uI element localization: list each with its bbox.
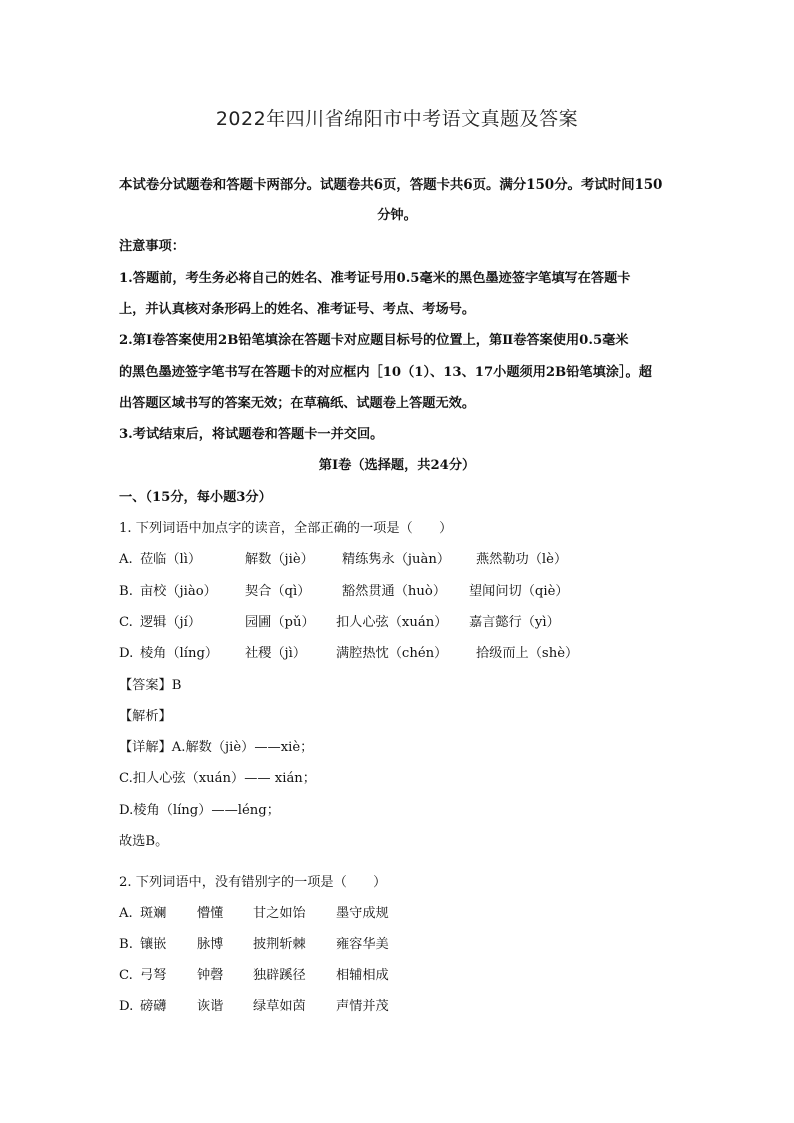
option-word: 磅礴 bbox=[140, 999, 167, 1014]
option-word: 燕然勒功（lè） bbox=[476, 552, 568, 567]
option-word: 镶嵌 bbox=[140, 937, 167, 952]
option-word: 声情并茂 bbox=[336, 999, 389, 1014]
option-label: B. bbox=[119, 937, 133, 952]
notice-heading: 注意事项： bbox=[119, 239, 185, 254]
option-word: 满腔热忱（chén） bbox=[336, 646, 448, 661]
page-title: 2022年四川省绵阳市中考语文真题及答案 bbox=[215, 108, 579, 130]
answer: 【答案】B bbox=[119, 678, 182, 693]
option-label: C. bbox=[119, 968, 133, 983]
option-word: 绿草如茵 bbox=[253, 999, 306, 1014]
option-label: D. bbox=[119, 999, 134, 1014]
option-word: 相辅相成 bbox=[336, 968, 389, 983]
intro-line-2: 分钟。 bbox=[377, 208, 417, 223]
option-word: 甘之如饴 bbox=[253, 906, 306, 921]
analysis-detail-2: C.扣人心弦（xuán）—— xián； bbox=[119, 771, 316, 786]
option-label: D. bbox=[119, 646, 134, 661]
option-word: 莅临（lì） bbox=[140, 552, 202, 567]
question-1-stem: 1. 下列词语中加点字的读音，全部正确的一项是（ ） bbox=[119, 521, 453, 536]
intro-line-1: 本试卷分试题卷和答题卡两部分。试题卷共6页，答题卡共6页。满分150分。考试时间150 bbox=[119, 177, 663, 193]
option-label: B. bbox=[119, 584, 133, 599]
option-word: 脉博 bbox=[197, 937, 224, 952]
option-word: 墨守成规 bbox=[336, 906, 389, 921]
option-word: 契合（qì） bbox=[245, 584, 311, 599]
notice-item-3: 3.考试结束后，将试题卷和答题卡一并交回。 bbox=[119, 427, 384, 442]
analysis-conclusion: 故选B。 bbox=[119, 834, 169, 849]
option-word: 园圃（pǔ） bbox=[245, 615, 315, 630]
option-word: 独辟蹊径 bbox=[253, 968, 306, 983]
part-heading: 一、（15分，每小题3分） bbox=[119, 490, 272, 505]
option-word: 望闻问切（qiè） bbox=[469, 584, 569, 599]
option-word: 诙谐 bbox=[197, 999, 224, 1014]
option-word: 弓弩 bbox=[140, 968, 167, 983]
option-word: 解数（jiè） bbox=[245, 552, 314, 567]
notice-item-2-line-1: 2.第Ⅰ卷答案使用2B铅笔填涂在答题卡对应题目标号的位置上，第Ⅱ卷答案使用0.5毫米 bbox=[119, 333, 629, 348]
notice-item-1-line-1: 1.答题前，考生务必将自己的姓名、准考证号用0.5毫米的黑色墨迹签字笔填写在答题卡 bbox=[119, 271, 631, 286]
option-word: 精练隽永（juàn） bbox=[342, 552, 451, 567]
analysis-detail-3: D.棱角（líng）——léng； bbox=[119, 803, 280, 818]
option-word: 嘉言懿行（yì） bbox=[469, 615, 560, 630]
notice-item-1-line-2: 上，并认真核对条形码上的姓名、准考证号、考点、考场号。 bbox=[119, 302, 476, 317]
option-word: 拾级而上（shè） bbox=[476, 646, 579, 661]
analysis-heading: 【解析】 bbox=[119, 709, 172, 724]
option-word: 社稷（jì） bbox=[245, 646, 307, 661]
option-word: 扣人心弦（xuán） bbox=[336, 615, 448, 630]
option-word: 钟磬 bbox=[197, 968, 224, 983]
option-label: C. bbox=[119, 615, 133, 630]
option-word: 斑斓 bbox=[140, 906, 167, 921]
option-label: A. bbox=[119, 552, 133, 567]
option-word: 亩校（jiào） bbox=[140, 584, 217, 599]
option-word: 棱角（líng） bbox=[140, 646, 219, 661]
analysis-detail-1: 【详解】A.解数（jiè）——xiè； bbox=[119, 740, 314, 755]
option-word: 懵懂 bbox=[197, 906, 224, 921]
option-label: A. bbox=[119, 906, 133, 921]
option-word: 豁然贯通（huò） bbox=[342, 584, 447, 599]
option-word: 雍容华美 bbox=[336, 937, 389, 952]
question-2-stem: 2. 下列词语中，没有错别字的一项是（ ） bbox=[119, 875, 387, 890]
section-title: 第Ⅰ卷（选择题，共24分） bbox=[318, 458, 476, 473]
notice-item-2-line-2: 的黑色墨迹签字笔书写在答题卡的对应框内［10（1）、13、17小题须用2B铅笔填涂］。超 bbox=[119, 365, 652, 380]
notice-item-2-line-3: 出答题区域书写的答案无效；在草稿纸、试题卷上答题无效。 bbox=[119, 396, 476, 411]
option-word: 逻辑（jí） bbox=[140, 615, 202, 630]
option-word: 披荆斩棘 bbox=[253, 937, 306, 952]
